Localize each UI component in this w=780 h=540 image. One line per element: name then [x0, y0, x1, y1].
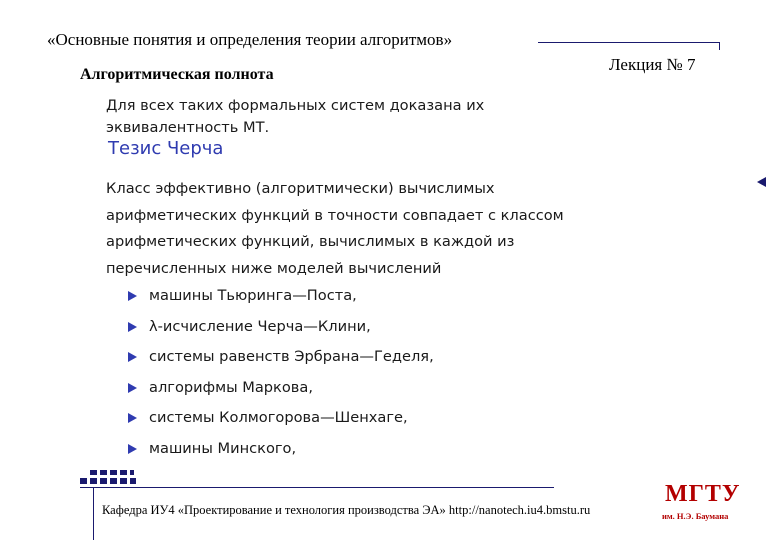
list-item: [128, 409, 434, 440]
bullet-triangle-icon: [128, 352, 137, 362]
section-title: Алгоритмическая полнота: [80, 66, 274, 83]
thesis-line: арифметических функций, вычислимых в каждой из: [106, 233, 515, 250]
list-item-label: машины Тьюринга—Поста,: [149, 287, 357, 304]
list-item-label: алгорифмы Маркова,: [149, 378, 313, 396]
bullet-triangle-icon: [128, 291, 137, 301]
bullet-triangle-icon: [128, 444, 137, 454]
list-item: [128, 440, 434, 471]
list-item-label: λ-исчисление Черча—Клини,: [149, 317, 371, 335]
list-item-label: системы Колмогорова—Шенхаге,: [149, 409, 408, 427]
list-item-label: машины Минского,: [149, 439, 297, 457]
list-item: [128, 287, 434, 318]
list-item-label: системы равенств Эрбрана—Геделя,: [149, 348, 434, 366]
thesis-title: Тезис Черча: [108, 138, 224, 159]
header-rule: [538, 42, 720, 43]
footer-vertical-rule: [93, 487, 94, 540]
course-title: «Основные понятия и определения теории алгоритмов»: [47, 30, 453, 49]
list-item: [128, 379, 434, 410]
bullet-triangle-icon: [128, 322, 137, 332]
thesis-body: [106, 176, 646, 282]
thesis-line: арифметических функций в точности совпадает с классом: [106, 206, 564, 224]
thesis-line: перечисленных ниже моделей вычислений: [106, 259, 442, 277]
header-rule-tick: [719, 42, 720, 50]
footer-text: Кафедра ИУ4 «Проектирование и технология производства ЭА» http://nanotech.iu4.bmstu.ru: [102, 503, 591, 517]
decorative-dots: [80, 478, 136, 484]
intro-line: эквивалентность МТ.: [106, 119, 270, 136]
models-list: [128, 287, 434, 471]
decorative-dots: [90, 470, 134, 475]
list-item: [128, 348, 434, 379]
bullet-triangle-icon: [128, 383, 137, 393]
intro-text: [106, 95, 576, 139]
footer-rule: [80, 487, 554, 488]
intro-line: Для всех таких формальных систем доказана их: [106, 97, 485, 114]
lecture-number: Лекция № 7: [609, 55, 696, 74]
university-logo: МГТУ: [665, 481, 741, 507]
university-logo-subtitle: им. Н.Э. Баумана: [662, 511, 729, 521]
side-marker-icon: [757, 177, 766, 187]
bullet-triangle-icon: [128, 413, 137, 423]
list-item: [128, 318, 434, 349]
thesis-line: Класс эффективно (алгоритмически) вычислимых: [106, 180, 495, 197]
